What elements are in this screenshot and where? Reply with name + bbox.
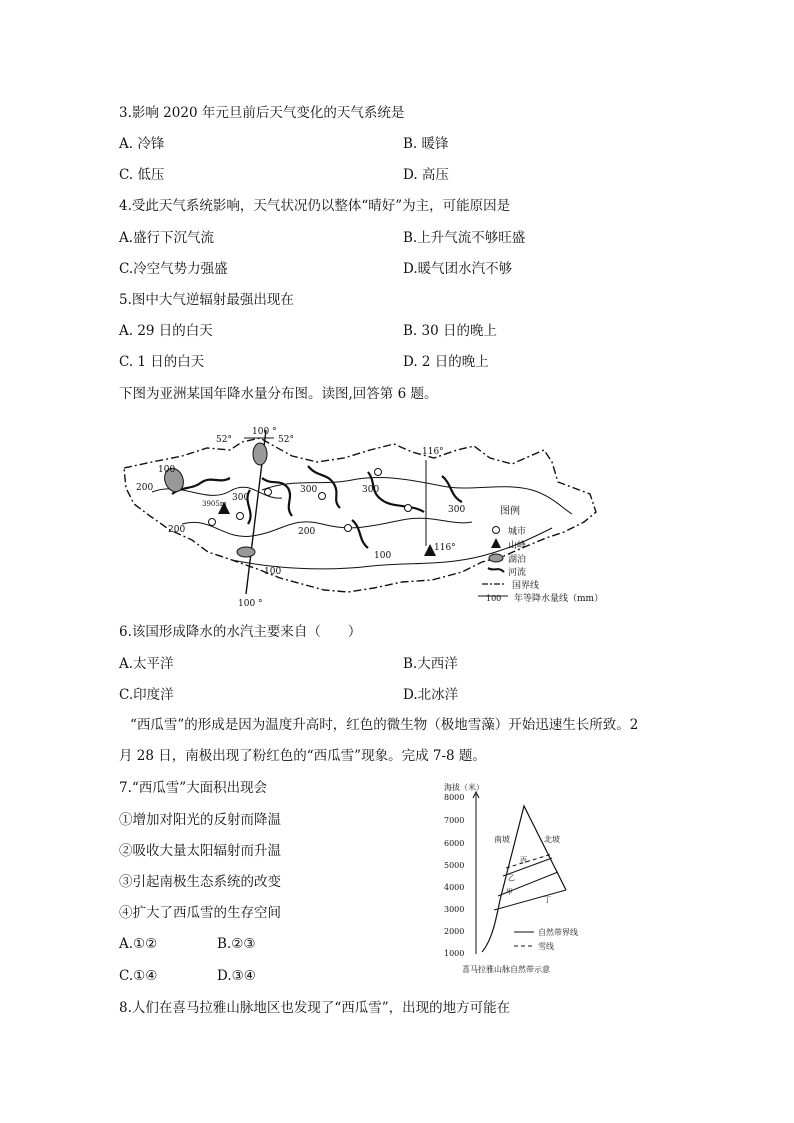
legend-lake-icon <box>489 554 503 562</box>
river <box>352 520 368 548</box>
q7-option-c: C.①④ <box>119 968 158 984</box>
y-tick: 3000 <box>444 905 465 914</box>
intro-q6: 下图为亚洲某国年降水量分布图。读图,回答第 6 题。 <box>119 386 438 402</box>
precipitation-map <box>112 420 652 610</box>
q5-option-d: D. 2 日的晚上 <box>403 354 489 370</box>
q5-option-c: C. 1 日的白天 <box>119 354 205 370</box>
label-lon116-top: 116° <box>422 447 444 457</box>
label-lat52-left: 52° <box>216 435 232 445</box>
q7-option-b: B.②③ <box>217 936 256 952</box>
y-tick: 1000 <box>444 949 465 958</box>
q4-option-c: C.冷空气势力强盛 <box>119 261 228 277</box>
q3-option-d: D. 高压 <box>403 167 449 183</box>
y-tick: 5000 <box>444 861 465 870</box>
mountain-ylabel: 海拔（米） <box>444 783 484 792</box>
city <box>375 469 382 476</box>
q8-stem: 8.人们在喜马拉雅山脉地区也发现了“西瓜雪”，出现的地方可能在 <box>119 1000 511 1016</box>
legend-lake: 湖泊 <box>508 555 527 565</box>
legend-snow-line: 雪线 <box>538 942 554 951</box>
y-ticks <box>444 793 464 958</box>
label-lat52-right: 52° <box>278 435 294 445</box>
legend-title: 图例 <box>500 506 520 517</box>
q7-statement-1: ①增加对阳光的反射而降温 <box>119 812 281 828</box>
label-lon116-right: 116° <box>434 543 456 553</box>
label-north-slope: 北坡 <box>544 835 560 844</box>
legend-city: 城市 <box>508 527 527 537</box>
y-tick: 6000 <box>444 839 465 848</box>
q7-statement-3: ③引起南极生态系统的改变 <box>119 874 281 890</box>
q5-option-b: B. 30 日的晚上 <box>403 323 497 339</box>
iso-label: 200 <box>298 527 316 537</box>
q5-option-a: A. 29 日的白天 <box>119 323 213 339</box>
diagram-caption: 喜马拉雅山脉自然带示意 <box>462 965 550 974</box>
label-yi: 乙 <box>508 874 515 882</box>
q6-option-b: B.大西洋 <box>403 656 458 672</box>
legend-peak-icon <box>491 538 501 548</box>
lake <box>253 443 267 465</box>
q4-stem: 4.受此天气系统影响，天气状况仍以整体“晴好”为主，可能原因是 <box>119 198 511 214</box>
isohyet <box>182 518 472 536</box>
intro-q7-8-line1: “西瓜雪”的形成是因为温度升高时，红色的微生物（极地雪藻）开始迅速生长所致。2 <box>130 717 639 733</box>
y-tick: 4000 <box>444 883 465 892</box>
q7-option-a: A.①② <box>119 936 158 952</box>
iso-label: 300 <box>362 485 380 495</box>
q3-option-c: C. 低压 <box>119 167 165 183</box>
q3-option-b: B. 暖锋 <box>403 136 449 152</box>
iso-label: 100 <box>264 567 282 577</box>
city <box>405 505 412 512</box>
river <box>442 476 462 502</box>
q7-stem: 7.“西瓜雪”大面积出现会 <box>119 780 268 796</box>
q6-stem: 6.该国形成降水的水汽主要来自（ ） <box>119 624 362 640</box>
legend-zone-boundary: 自然带界线 <box>538 928 578 937</box>
city <box>319 493 326 500</box>
q4-option-d: D.暖气团水汽不够 <box>403 261 513 277</box>
legend-river: 河流 <box>508 568 527 578</box>
label-lon100-top: 100 ° <box>252 427 277 437</box>
q7-option-d: D.③④ <box>217 968 256 984</box>
label-peak: 3905m <box>202 500 227 508</box>
legend-border: 国界线 <box>512 581 540 591</box>
y-tick: 8000 <box>444 793 465 802</box>
city <box>265 489 272 496</box>
city <box>345 525 352 532</box>
legend-city-icon <box>493 527 500 534</box>
y-tick: 7000 <box>444 816 465 825</box>
city <box>209 519 216 526</box>
iso-label: 200 <box>168 525 186 535</box>
legend-river-icon <box>488 568 504 572</box>
legend-isoline-value: 100 <box>486 594 502 603</box>
iso-label: 300 <box>232 493 250 503</box>
q3-option-a: A. 冷锋 <box>119 136 165 152</box>
isohyet <box>232 528 552 569</box>
label-south-slope: 南坡 <box>494 835 510 844</box>
lake <box>237 547 255 557</box>
iso-label: 300 <box>300 485 318 495</box>
legend-peak: 山峰 <box>508 541 527 551</box>
q6-option-c: C.印度洋 <box>119 687 174 703</box>
q3-stem: 3.影响 2020 年元旦前后天气变化的天气系统是 <box>119 105 405 121</box>
q7-statement-4: ④扩大了西瓜雪的生存空间 <box>119 905 281 921</box>
q6-option-a: A.太平洋 <box>119 656 174 672</box>
q4-option-a: A.盛行下沉气流 <box>119 230 215 246</box>
city <box>237 513 244 520</box>
intro-q7-8-line2: 月 28 日，南极出现了粉红色的“西瓜雪”现象。完成 7-8 题。 <box>119 748 486 764</box>
q5-stem: 5.图中大气逆辐射最强出现在 <box>119 292 294 308</box>
himalaya-zone-diagram <box>440 780 610 980</box>
label-lon100-bottom: 100 ° <box>238 599 263 609</box>
iso-label: 200 <box>136 483 154 493</box>
label-bing: 丙 <box>520 856 527 864</box>
iso-label: 100 <box>158 465 176 475</box>
q4-option-b: B.上升气流不够旺盛 <box>403 230 526 246</box>
iso-label: 100 <box>374 551 392 561</box>
map-legend <box>478 504 603 604</box>
label-ding: 丁 <box>544 896 551 904</box>
q7-statement-2: ②吸收大量太阳辐射而升温 <box>119 843 281 859</box>
q6-option-d: D.北冰洋 <box>403 687 459 703</box>
legend-isoline: 年等降水量线（mm） <box>514 594 604 604</box>
y-tick: 2000 <box>444 927 465 936</box>
iso-label: 300 <box>448 505 466 515</box>
label-jia: 甲 <box>506 888 513 896</box>
